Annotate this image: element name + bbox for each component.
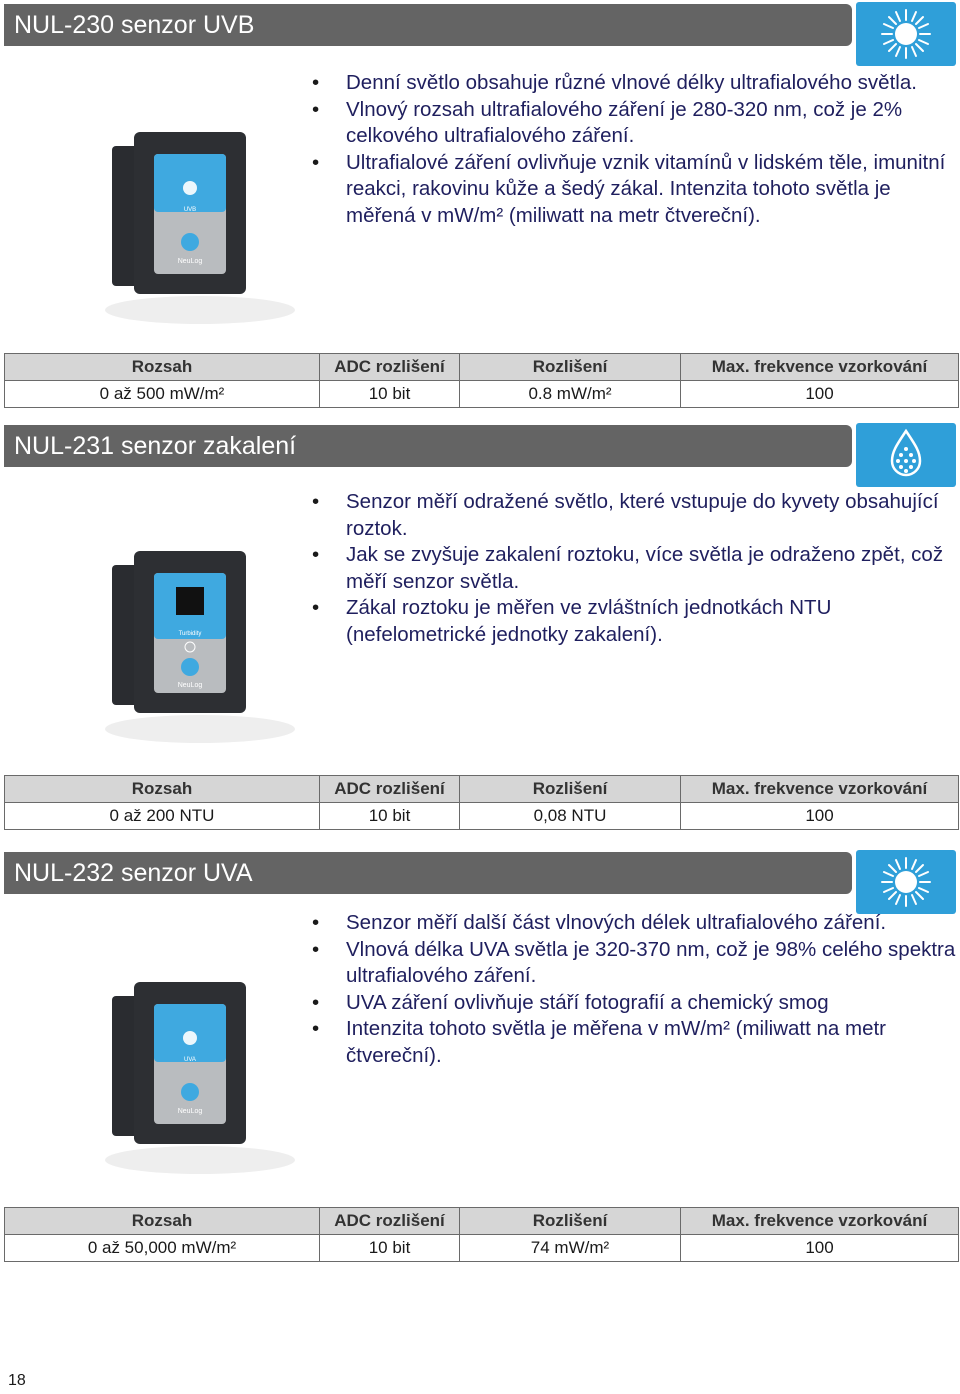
col-header-adc: ADC rozlišení — [320, 354, 460, 381]
table-header-row — [5, 1208, 959, 1235]
table-header-row — [5, 354, 959, 381]
droplet-icon-tile — [856, 423, 956, 487]
list-item: • Ultrafialové záření ovlivňuje vznik vitamínů v lidském těle, imunitní reakci, rakovinu kůže a šedý zákal. Intenzita tohoto světla je měřená v mW/m² (miliwatt na metr čtvereční). — [300, 150, 956, 230]
section-turbidity — [0, 421, 960, 841]
col-header-range: Rozsah — [5, 1208, 320, 1235]
spec-table — [4, 775, 959, 830]
col-header-range: Rozsah — [5, 354, 320, 381]
table-row — [5, 1235, 959, 1262]
col-header-adc: ADC rozlišení — [320, 776, 460, 803]
list-item: • Intenzita tohoto světla je měřena v mW/m² (miliwatt na metr čtvereční). — [300, 1016, 956, 1069]
uvb-sensor-image — [100, 110, 300, 350]
section-title: NUL-232 senzor UVA — [14, 859, 253, 887]
sun-icon-tile — [856, 2, 956, 66]
bullet-list — [300, 70, 956, 229]
sensor-label: Turbidity — [178, 631, 202, 637]
col-header-adc: ADC rozlišení — [320, 1208, 460, 1235]
col-header-max-rate: Max. frekvence vzorkování — [681, 354, 959, 381]
spec-table — [4, 1207, 959, 1262]
sun-icon-tile — [856, 850, 956, 914]
table-row — [5, 381, 959, 408]
section-title-bar — [4, 425, 852, 467]
sensor-label: UVA — [184, 1057, 196, 1063]
cell-adc: 10 bit — [320, 803, 460, 830]
cell-adc: 10 bit — [320, 1235, 460, 1262]
spec-table — [4, 353, 959, 408]
list-item: • Jak se zvyšuje zakalení roztoku, více světla je odraženo zpět, což měří senzor světla. — [300, 542, 956, 595]
cell-max-rate: 100 — [681, 1235, 959, 1262]
list-item: • Denní světlo obsahuje různé vlnové délky ultrafialového světla. — [300, 70, 956, 97]
page-number: 18 — [8, 1372, 26, 1389]
list-item: • UVA záření ovlivňuje stáří fotografií a chemický smog — [300, 990, 956, 1017]
cell-range: 0 až 200 NTU — [5, 803, 320, 830]
col-header-range: Rozsah — [5, 776, 320, 803]
cell-adc: 10 bit — [320, 381, 460, 408]
col-header-max-rate: Max. frekvence vzorkování — [681, 1208, 959, 1235]
cell-resolution: 0,08 NTU — [460, 803, 681, 830]
sun-icon — [856, 850, 956, 914]
uva-sensor-image — [100, 960, 300, 1200]
cell-max-rate: 100 — [681, 381, 959, 408]
sun-icon — [856, 2, 956, 66]
list-item: • Senzor měří odražené světlo, které vstupuje do kyvety obsahující roztok. — [300, 489, 956, 542]
col-header-resolution: Rozlišení — [460, 354, 681, 381]
table-header-row — [5, 776, 959, 803]
col-header-max-rate: Max. frekvence vzorkování — [681, 776, 959, 803]
list-item: • Vlnová délka UVA světla je 320-370 nm, což je 98% celého spektra ultrafialového záření. — [300, 937, 956, 990]
col-header-resolution: Rozlišení — [460, 776, 681, 803]
cell-max-rate: 100 — [681, 803, 959, 830]
section-title: NUL-230 senzor UVB — [14, 11, 255, 39]
cell-range: 0 až 50,000 mW/m² — [5, 1235, 320, 1262]
brand-label: NeuLog — [177, 682, 203, 689]
list-item: • Zákal roztoku je měřen ve zvláštních jednotkách NTU (nefelometrické jednotky zakalení). — [300, 595, 956, 648]
bullet-list — [300, 489, 956, 648]
turbidity-sensor-image — [100, 529, 300, 769]
section-uvb — [0, 0, 960, 420]
table-row — [5, 803, 959, 830]
brand-label: NeuLog — [177, 258, 203, 265]
section-title-bar — [4, 852, 852, 894]
cell-range: 0 až 500 mW/m² — [5, 381, 320, 408]
brand-label: NeuLog — [177, 1108, 203, 1115]
bullet-list — [300, 910, 956, 1069]
list-item: • Senzor měří další část vlnových délek ultrafialového záření. — [300, 910, 956, 937]
list-item: • Vlnový rozsah ultrafialového záření je 280-320 nm, což je 2% celkového ultrafialového záření. — [300, 97, 956, 150]
section-title-bar — [4, 4, 852, 46]
cell-resolution: 0.8 mW/m² — [460, 381, 681, 408]
droplet-icon — [856, 423, 956, 487]
section-title: NUL-231 senzor zakalení — [14, 432, 297, 460]
section-uva — [0, 848, 960, 1268]
col-header-resolution: Rozlišení — [460, 1208, 681, 1235]
cell-resolution: 74 mW/m² — [460, 1235, 681, 1262]
sensor-label: UVB — [183, 207, 197, 213]
